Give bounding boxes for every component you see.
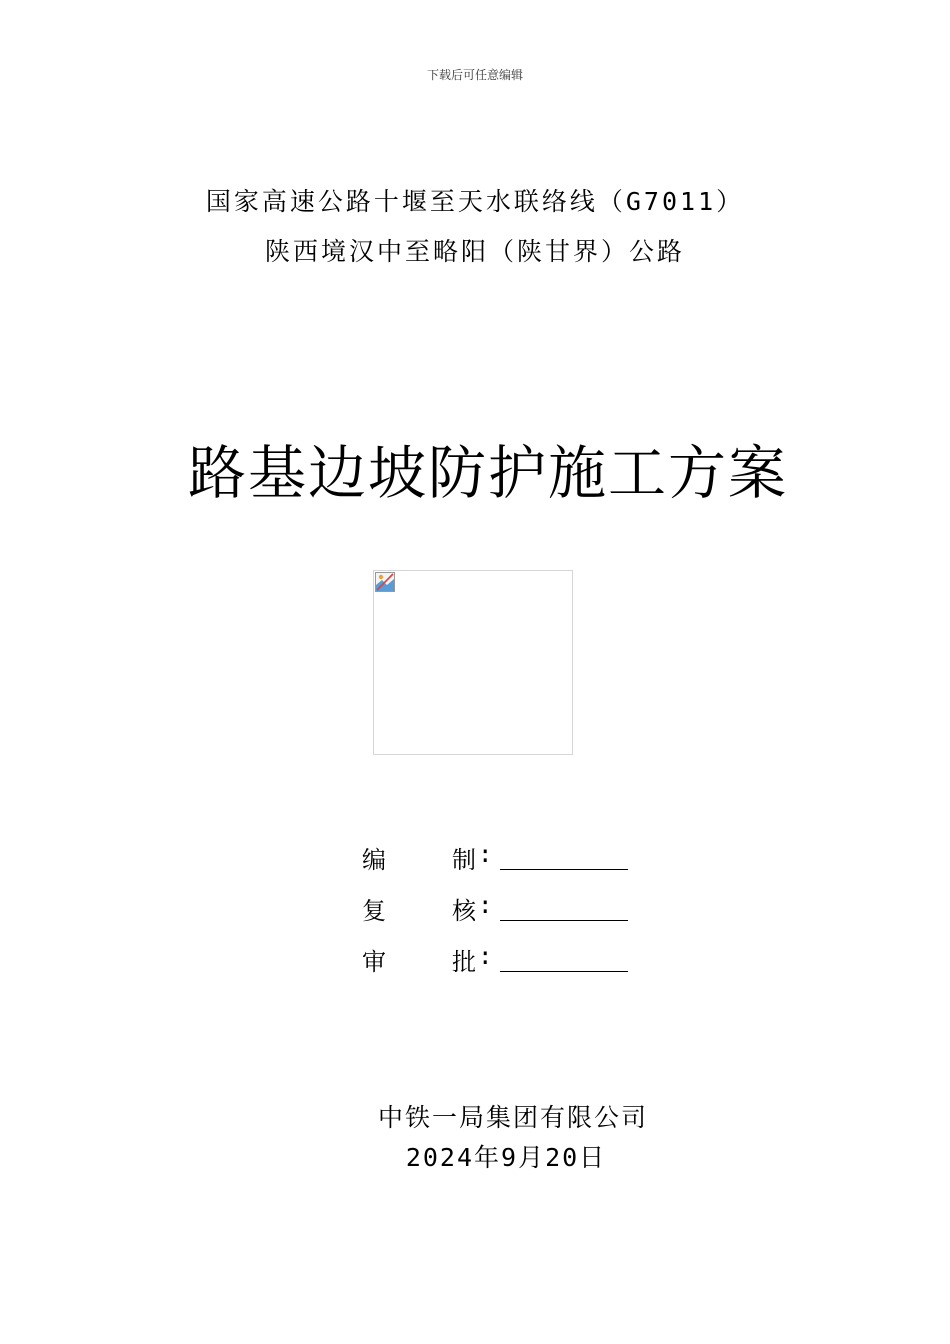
signoff-label-char1: 编	[362, 846, 386, 874]
signature-line	[500, 971, 628, 972]
signoff-colon: :	[478, 891, 493, 919]
signoff-label-char2: 批	[452, 948, 476, 976]
signoff-colon: :	[478, 942, 493, 970]
signoff-row-approve	[362, 942, 662, 993]
image-placeholder	[373, 570, 573, 755]
main-title: 路基边坡防护施工方案	[187, 439, 788, 507]
header-note: 下载后可任意编辑	[426, 68, 523, 82]
signoff-row-review	[362, 891, 662, 942]
signoff-colon: :	[478, 840, 493, 868]
signature-line	[500, 869, 628, 870]
signoff-block	[362, 840, 662, 993]
signature-line	[500, 920, 628, 921]
company-name: 中铁一局集团有限公司	[377, 1103, 648, 1132]
signoff-row-compile	[362, 840, 662, 891]
project-title-line2: 陕西境汉中至略阳（陕甘界）公路	[264, 237, 685, 266]
broken-image-icon	[375, 572, 395, 592]
signoff-label-char2: 制	[452, 846, 476, 874]
project-title-line1: 国家高速公路十堰至天水联络线（G7011）	[205, 187, 745, 216]
signoff-label-char2: 核	[452, 897, 476, 925]
signoff-label-char1: 审	[362, 948, 386, 976]
document-date: 2024年9月20日	[405, 1143, 607, 1172]
signoff-label-char1: 复	[362, 897, 386, 925]
